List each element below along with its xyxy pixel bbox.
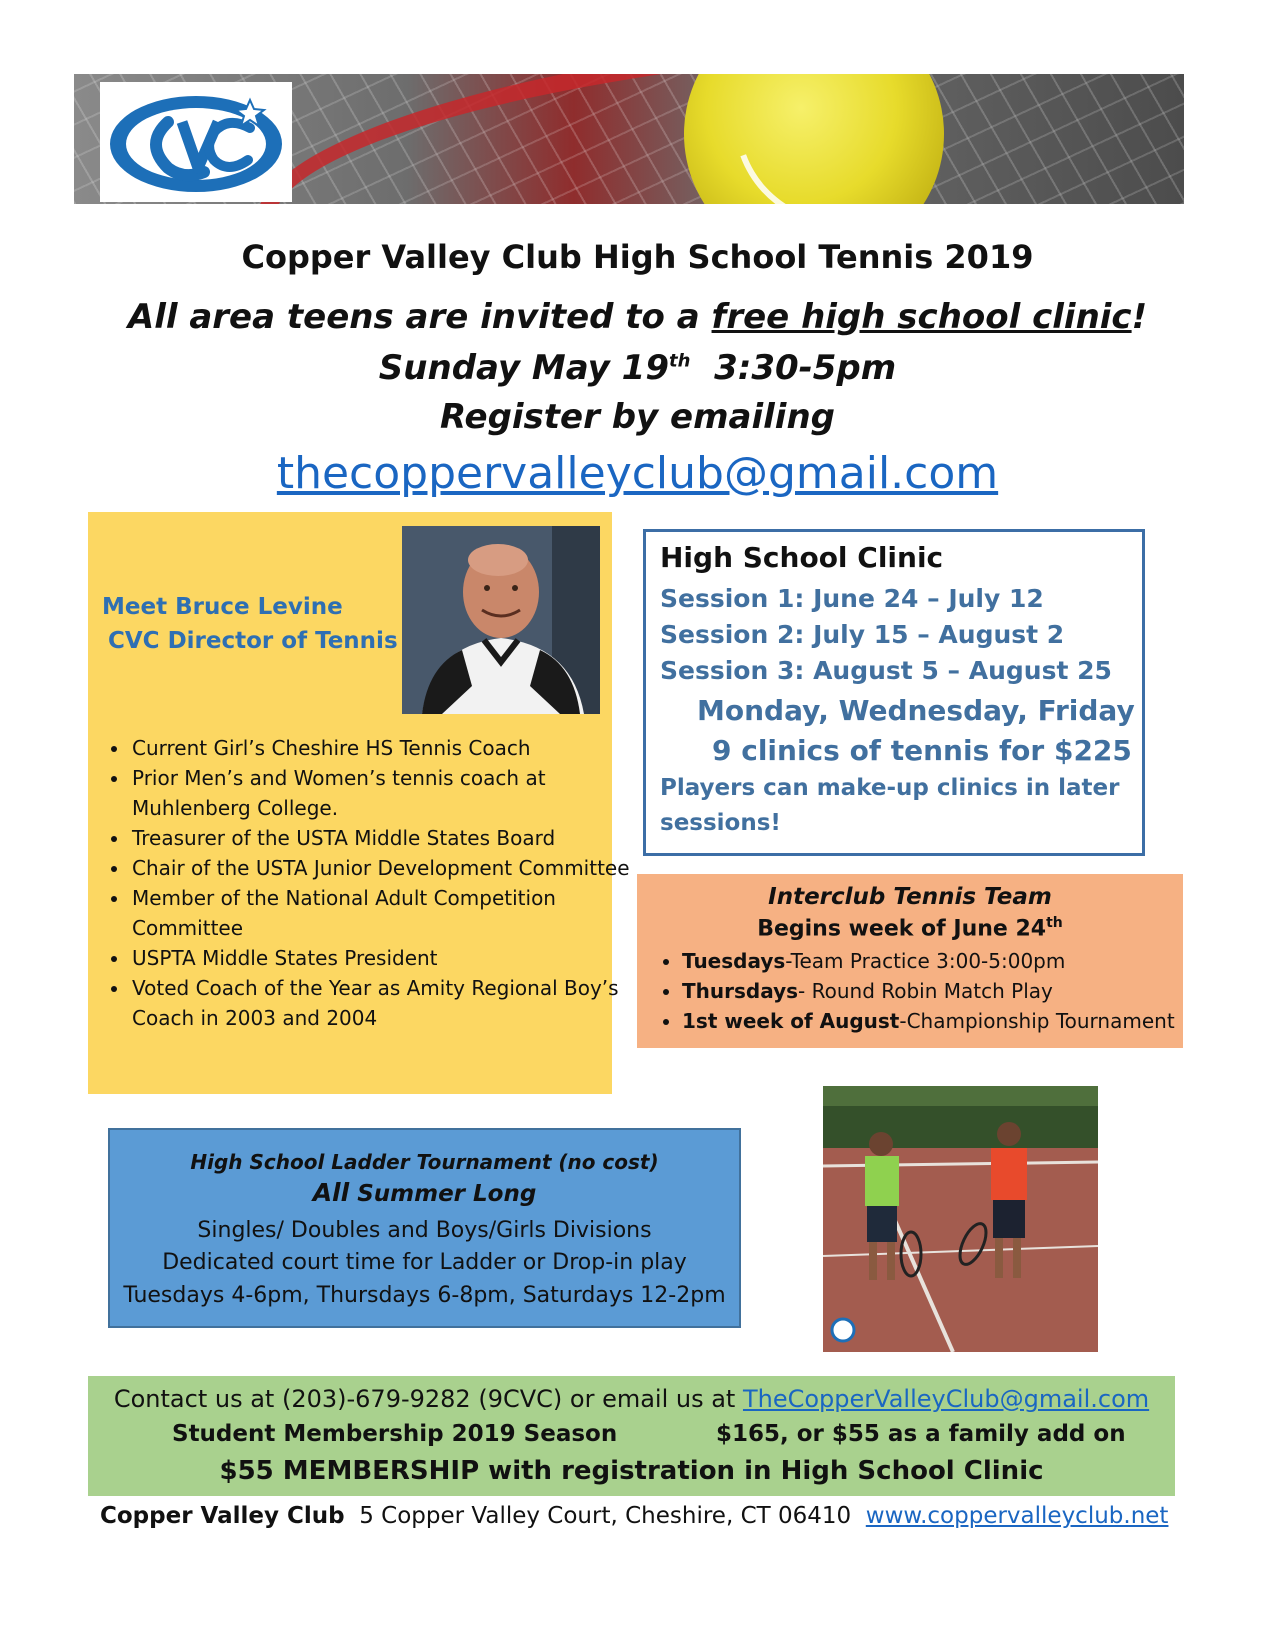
bio-item: • USPTA Middle States President	[130, 943, 630, 973]
ladder-subtitle-b: Summer Long	[349, 1181, 537, 1207]
event-date	[0, 348, 1275, 388]
invite-suffix: !	[1131, 297, 1148, 337]
bio-item: • Current Girl’s Cheshire HS Tennis Coach	[130, 733, 630, 763]
bio-heading	[102, 590, 398, 658]
contact-prefix: Contact us at (203)-679-9282 (9CVC) or email us at	[113, 1385, 743, 1413]
ladder-divisions: Singles/ Doubles and Boys/Girls Divisions	[197, 1218, 652, 1243]
bio-item: • Prior Men’s and Women’s tennis coach at Muhlenberg College.	[130, 763, 630, 823]
ladder-subtitle-a: All	[312, 1178, 350, 1207]
clinic-title: High School Clinic	[660, 541, 944, 574]
bio-list	[100, 733, 630, 1033]
event-day: Sunday May 19	[378, 348, 669, 388]
invite-prefix: All area teens are invited to a	[127, 297, 712, 337]
bio-role: CVC Director of Tennis	[108, 628, 398, 654]
team-begins	[637, 915, 1183, 941]
coach-photo	[402, 526, 600, 714]
bio-item: • Voted Coach of the Year as Amity Regional Boy’s Coach in 2003 and 2004	[130, 973, 630, 1033]
clinic-makeup-note: Players can make-up clinics in later sessions!	[660, 775, 1120, 836]
clinic-session-1: Session 1: June 24 – July 12	[660, 584, 1044, 613]
footer-website-link[interactable]: www.coppervalleyclub.net	[865, 1503, 1169, 1529]
ladder-schedule: Tuesdays 4-6pm, Thursdays 6-8pm, Saturdays 12-2pm	[123, 1283, 726, 1308]
team-item	[682, 976, 1202, 1006]
membership-label: Student Membership 2019 Season	[172, 1421, 618, 1447]
bio-item: • Chair of the USTA Junior Development Committee	[130, 853, 630, 883]
coach-photo-image	[402, 526, 600, 714]
event-day-suffix: th	[668, 350, 691, 372]
contact-email-link[interactable]: TheCopperValleyClub@gmail.com	[742, 1385, 1150, 1413]
team-item-detail: -Championship Tournament	[899, 1009, 1175, 1033]
bio-item: • Treasurer of the USTA Middle States Board	[130, 823, 630, 853]
team-schedule-list	[654, 946, 1202, 1036]
team-title: Interclub Tennis Team	[768, 884, 1052, 910]
ladder-court-time: Dedicated court time for Ladder or Drop-in play	[162, 1250, 687, 1275]
footer-address: 5 Copper Valley Court, Cheshire, CT 06410	[344, 1503, 866, 1529]
team-begins-text: Begins week of June 24	[757, 916, 1047, 942]
ladder-box	[108, 1128, 741, 1328]
register-line: Register by emailing	[440, 397, 835, 437]
invite-underlined: free high school clinic	[711, 297, 1132, 337]
footer-club-name: Copper Valley Club	[100, 1503, 345, 1529]
court-photo-image	[823, 1086, 1098, 1352]
membership-promo: $55 MEMBERSHIP with registration in High School Clinic	[219, 1456, 1044, 1486]
clinic-session-3: Session 3: August 5 – August 25	[660, 656, 1112, 685]
cvc-logo-icon	[100, 82, 292, 202]
team-item-detail: - Round Robin Match Play	[798, 979, 1053, 1003]
cvc-logo	[100, 82, 292, 202]
team-item	[682, 1006, 1202, 1036]
invite-line	[0, 297, 1275, 337]
bio-name: Meet Bruce Levine	[102, 594, 343, 620]
team-item-detail: -Team Practice 3:00-5:00pm	[785, 949, 1066, 973]
event-time: 3:30-5pm	[714, 348, 897, 388]
register-email-link[interactable]: thecoppervalleyclub@gmail.com	[276, 448, 999, 499]
clinic-session-2: Session 2: July 15 – August 2	[660, 620, 1065, 649]
page-title: Copper Valley Club High School Tennis 2019	[241, 238, 1034, 276]
team-begins-suffix: th	[1046, 915, 1063, 931]
footer	[100, 1503, 1168, 1529]
clinic-days: Monday, Wednesday, Friday	[697, 694, 1135, 727]
court-photo	[823, 1086, 1098, 1352]
membership-price: $165, or $55 as a family add on	[716, 1421, 1126, 1447]
team-item-day: Tuesdays	[682, 949, 786, 973]
bio-item: • Member of the National Adult Competition Committee	[130, 883, 630, 943]
team-item-day: 1st week of August	[682, 1009, 900, 1033]
contact-line	[88, 1385, 1175, 1413]
team-item	[682, 946, 1202, 976]
clinic-price: 9 clinics of tennis for $225	[712, 734, 1132, 767]
ladder-subtitle	[110, 1178, 739, 1207]
ladder-title: High School Ladder Tournament (no cost)	[190, 1150, 659, 1174]
team-item-day: Thursdays	[682, 979, 799, 1003]
